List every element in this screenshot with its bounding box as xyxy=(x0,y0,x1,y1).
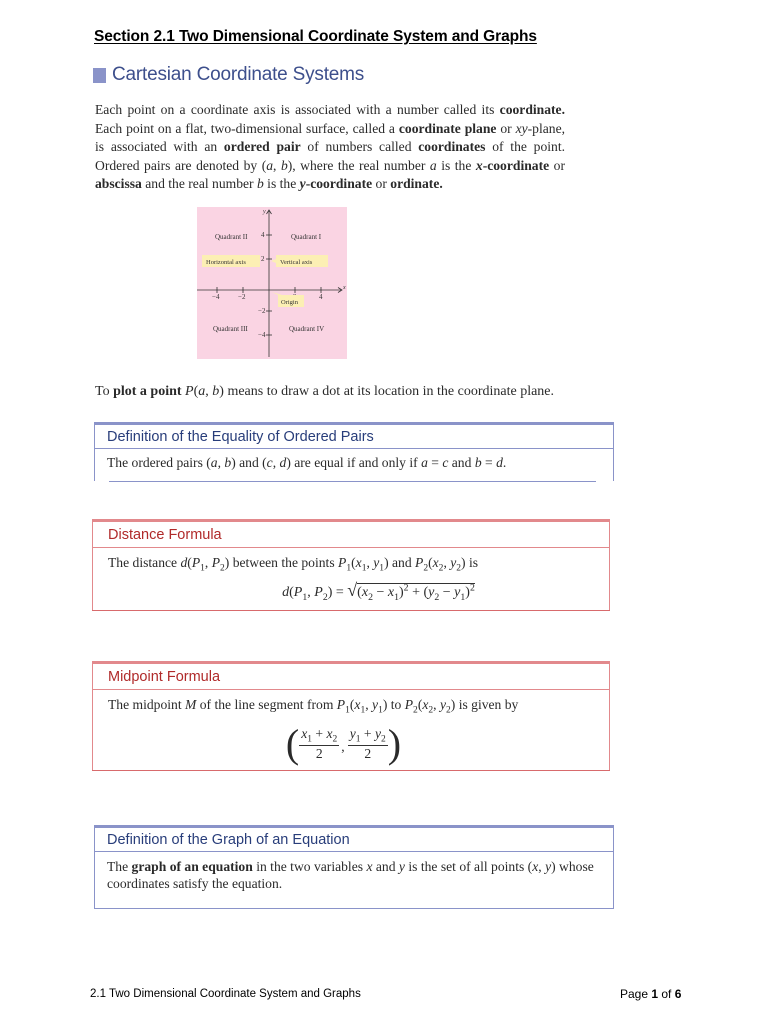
cartesian-title: Cartesian Coordinate Systems xyxy=(112,64,365,85)
text-run: ( xyxy=(351,555,356,570)
text-run: y xyxy=(428,584,435,600)
text-run: x xyxy=(301,725,308,741)
text-run: b xyxy=(474,455,482,470)
text-run: d xyxy=(496,455,503,470)
text-run: x xyxy=(387,584,395,600)
text-run: a xyxy=(210,455,218,470)
text-run: = xyxy=(427,455,443,470)
page-prefix: Page xyxy=(620,987,652,1001)
fraction-x-numerator xyxy=(299,726,339,746)
fraction-y xyxy=(348,726,388,762)
horizontal-axis-label: Horizontal axis xyxy=(206,259,246,266)
text-run: − xyxy=(372,584,388,600)
page-number: 1 xyxy=(651,987,659,1001)
text-run: in the two variables xyxy=(252,859,367,874)
box-bottom-rule xyxy=(92,610,610,611)
text-run: , xyxy=(366,555,374,570)
quadrant-1-label: Quadrant I xyxy=(291,233,322,241)
text-run: or xyxy=(372,176,391,191)
text-run: ) = xyxy=(327,584,348,600)
x-tick-label: −2 xyxy=(238,293,246,301)
text-run: = xyxy=(481,455,497,470)
text-run: a xyxy=(429,157,437,173)
text-run: ( xyxy=(187,555,192,570)
text-run: ( xyxy=(349,697,355,712)
text-run: , xyxy=(365,697,373,712)
text-run: of numbers called xyxy=(300,139,419,154)
text-run: 2 xyxy=(332,734,338,745)
heading-square-icon xyxy=(93,68,106,83)
origin-pointer-icon xyxy=(272,292,282,295)
text-run: is the xyxy=(436,157,476,173)
text-run: b xyxy=(280,157,288,173)
text-run: ( xyxy=(357,584,362,600)
coordinate-plane-figure xyxy=(197,207,347,359)
text-run: x xyxy=(432,555,439,570)
page-indicator xyxy=(620,987,681,1001)
text-run: P xyxy=(404,697,414,712)
text-run: y xyxy=(454,584,461,600)
page-total: 6 xyxy=(674,987,682,1001)
text-run: -plane, is associated with an xyxy=(95,120,566,154)
origin-label: Origin xyxy=(281,299,298,306)
quadrant-2-label: Quadrant II xyxy=(215,233,248,241)
text-run: -coordinate xyxy=(482,157,550,173)
distance-title: Distance Formula xyxy=(92,522,610,548)
box-bottom-rule xyxy=(92,770,610,771)
text-run: 1 xyxy=(379,563,385,574)
text-run: d xyxy=(279,455,287,470)
text-run: The xyxy=(107,859,132,874)
coordinate-plane-svg xyxy=(197,207,347,359)
y-tick-label: −2 xyxy=(258,307,266,315)
y-tick-label: 2 xyxy=(261,255,265,263)
text-run: b xyxy=(224,455,232,470)
text-run: Each point on a coordinate axis is associated with a number called its xyxy=(95,102,500,117)
text-run: y xyxy=(545,859,552,874)
vertical-axis-pointer-icon xyxy=(271,259,276,263)
text-run: 1 xyxy=(307,734,313,745)
text-run: c xyxy=(442,455,449,470)
text-run: ) and xyxy=(384,555,416,570)
text-run: x xyxy=(532,859,539,874)
text-run: coordinate plane xyxy=(398,120,497,136)
text-run: ) is xyxy=(461,555,479,570)
text-run: , xyxy=(272,455,280,470)
text-run: 1 xyxy=(355,734,361,745)
text-run: + ( xyxy=(408,584,429,600)
quadrant-4-label: Quadrant IV xyxy=(289,325,325,333)
midpoint-body xyxy=(92,690,610,770)
text-run: P xyxy=(211,555,220,570)
text-run: 1 xyxy=(394,591,399,603)
text-run: The distance xyxy=(108,555,181,570)
distance-formula-box xyxy=(92,519,610,611)
text-run: of the line segment from xyxy=(196,697,337,712)
fraction-comma: , xyxy=(341,738,345,754)
x-axis-letter: x xyxy=(343,285,346,291)
text-run: 2 xyxy=(403,582,409,594)
equality-title: Definition of the Equality of Ordered Pairs xyxy=(94,425,614,449)
text-run: 2 xyxy=(322,591,328,603)
text-run: y xyxy=(372,697,379,712)
midpoint-sentence xyxy=(108,697,609,716)
y-tick-label: 4 xyxy=(261,231,265,239)
fraction-x xyxy=(299,726,339,762)
midpoint-formula-box xyxy=(92,661,610,771)
text-run: xy xyxy=(515,120,528,136)
distance-body xyxy=(92,548,610,610)
text-run: b xyxy=(212,384,220,399)
text-run: d xyxy=(282,584,290,600)
text-run: , xyxy=(204,555,212,570)
text-run: , xyxy=(307,584,315,600)
y-tick-label: −4 xyxy=(258,331,266,339)
left-paren-icon: ( xyxy=(285,720,300,766)
text-run: ) and ( xyxy=(231,455,267,470)
graph-def-title: Definition of the Graph of an Equation xyxy=(94,828,614,852)
text-run: 2 xyxy=(381,734,386,745)
x-tick-label: 4 xyxy=(319,293,323,301)
text-run: x xyxy=(422,697,429,712)
text-run: x xyxy=(354,697,361,712)
text-run: , xyxy=(217,455,225,470)
text-run: P xyxy=(314,584,323,600)
text-run: is the xyxy=(263,176,300,191)
graph-def-body xyxy=(94,852,614,909)
intro-paragraph xyxy=(95,101,565,194)
midpoint-equation xyxy=(78,720,609,766)
text-run: To xyxy=(95,384,114,399)
text-run: ) xyxy=(465,584,470,600)
plot-point-sentence xyxy=(95,384,554,400)
text-run: and xyxy=(372,859,399,874)
box-bottom-rule xyxy=(109,481,596,482)
text-run: P xyxy=(191,555,201,570)
text-run: x xyxy=(361,584,369,600)
text-run: abscissa xyxy=(95,176,142,191)
text-run: 1 xyxy=(360,705,366,716)
text-run: 2 xyxy=(220,563,225,574)
text-run: 1 xyxy=(361,563,367,574)
text-run: , xyxy=(273,157,281,173)
text-run: or xyxy=(496,120,516,136)
text-run: 1 xyxy=(302,591,308,603)
text-run: 1 xyxy=(346,563,352,574)
y-axis-letter: y xyxy=(263,209,266,215)
text-run: 2 xyxy=(446,705,451,716)
text-run: a xyxy=(266,157,274,173)
vertical-axis-label: Vertical axis xyxy=(280,259,313,266)
text-run: P xyxy=(293,584,303,600)
text-run: c xyxy=(266,455,273,470)
distance-equation xyxy=(148,580,609,603)
fraction-y-numerator xyxy=(348,726,388,746)
text-run: 1 xyxy=(200,563,205,574)
text-run: The midpoint xyxy=(108,697,186,712)
text-run: is the set of all points ( xyxy=(404,859,533,874)
text-run: a xyxy=(198,384,206,399)
text-run: x xyxy=(475,157,483,173)
text-run: y xyxy=(299,176,306,191)
section-title: Section 2.1 Two Dimensional Coordinate System and Graphs xyxy=(94,28,537,45)
text-run: 2 xyxy=(434,591,440,603)
text-run: ordered pair xyxy=(223,139,301,154)
text-run: 2 xyxy=(438,563,444,574)
text-run: ( xyxy=(417,697,423,712)
quadrant-3-label: Quadrant III xyxy=(213,325,248,333)
fraction-x-denominator: 2 xyxy=(315,745,323,761)
text-run: P xyxy=(185,384,194,399)
text-run: 2 xyxy=(423,563,429,574)
text-run: ), where the real number xyxy=(287,157,430,173)
text-run: ordinate. xyxy=(390,176,443,191)
text-run: ) is given by xyxy=(450,697,519,712)
text-run: ) are equal if and only if xyxy=(286,455,422,470)
text-run: y xyxy=(450,555,457,570)
sqrt-icon: √ xyxy=(347,579,358,600)
text-run: graph of an equation xyxy=(131,859,253,874)
text-run: − xyxy=(439,584,455,600)
text-run: -coordinate xyxy=(305,176,373,191)
text-run: P xyxy=(338,555,347,570)
text-run: b xyxy=(256,176,264,191)
text-run: y xyxy=(349,725,356,741)
text-run: , xyxy=(538,859,546,874)
text-run: x xyxy=(326,725,333,741)
text-run: P xyxy=(336,697,346,712)
text-run: ( xyxy=(289,584,294,600)
text-run: x xyxy=(355,555,362,570)
text-run: 2 xyxy=(413,705,418,716)
right-paren-icon: ) xyxy=(387,720,402,766)
text-run: 1 xyxy=(378,705,383,716)
text-run: and xyxy=(448,455,475,470)
text-run: ( xyxy=(193,384,199,399)
text-run: 1 xyxy=(460,591,466,603)
text-run: or xyxy=(549,157,565,173)
page-mid: of xyxy=(658,987,675,1001)
equality-body xyxy=(94,449,614,481)
text-run: d xyxy=(180,555,188,570)
text-run: 2 xyxy=(368,591,373,603)
text-run: Each point on a flat, two-dimensional surface, called a xyxy=(95,120,399,136)
text-run: 2 xyxy=(428,705,434,716)
text-run: , xyxy=(443,555,451,570)
text-run: of the point. Ordered pairs are denoted by ( xyxy=(95,139,565,173)
text-run: y xyxy=(439,697,446,712)
distance-sentence xyxy=(108,555,609,574)
text-run: The ordered pairs ( xyxy=(107,455,211,470)
text-run: 2 xyxy=(456,563,462,574)
text-run: ) whose coordinates satisfy the equation. xyxy=(107,859,594,891)
equality-definition-box xyxy=(94,422,614,482)
distance-lhs xyxy=(282,584,348,603)
text-run: coordinate. xyxy=(499,102,565,117)
text-run: + xyxy=(360,725,375,741)
text-run: ) to xyxy=(382,697,405,712)
text-run: M xyxy=(185,697,197,712)
footer-title: 2.1 Two Dimensional Coordinate System and Graphs xyxy=(90,988,361,1000)
text-run: ) xyxy=(399,584,404,600)
text-run: P xyxy=(415,555,424,570)
text-run: coordinates xyxy=(418,139,486,154)
text-run: , xyxy=(205,384,213,399)
midpoint-title: Midpoint Formula xyxy=(92,664,610,690)
fraction-y-denominator: 2 xyxy=(364,745,372,761)
text-run: and the real number xyxy=(141,176,257,191)
text-run: y xyxy=(374,725,382,741)
distance-radicand xyxy=(357,582,475,603)
graph-definition-box xyxy=(94,825,614,909)
cartesian-heading xyxy=(93,64,364,86)
text-run: , xyxy=(433,697,440,712)
text-run: x xyxy=(366,859,373,874)
text-run: ) between the points xyxy=(224,555,339,570)
text-run: . xyxy=(502,455,507,470)
text-run: y xyxy=(373,555,380,570)
x-tick-label: −4 xyxy=(212,293,220,301)
text-run: y xyxy=(398,859,405,874)
text-run: ( xyxy=(428,555,433,570)
text-run: 1 xyxy=(345,705,350,716)
text-run: a xyxy=(421,455,428,470)
text-run: + xyxy=(312,725,327,741)
text-run: ) means to draw a dot at its location in the coordinate plane. xyxy=(219,384,555,399)
text-run: 2 xyxy=(469,582,475,594)
text-run: plot a point xyxy=(113,384,186,399)
